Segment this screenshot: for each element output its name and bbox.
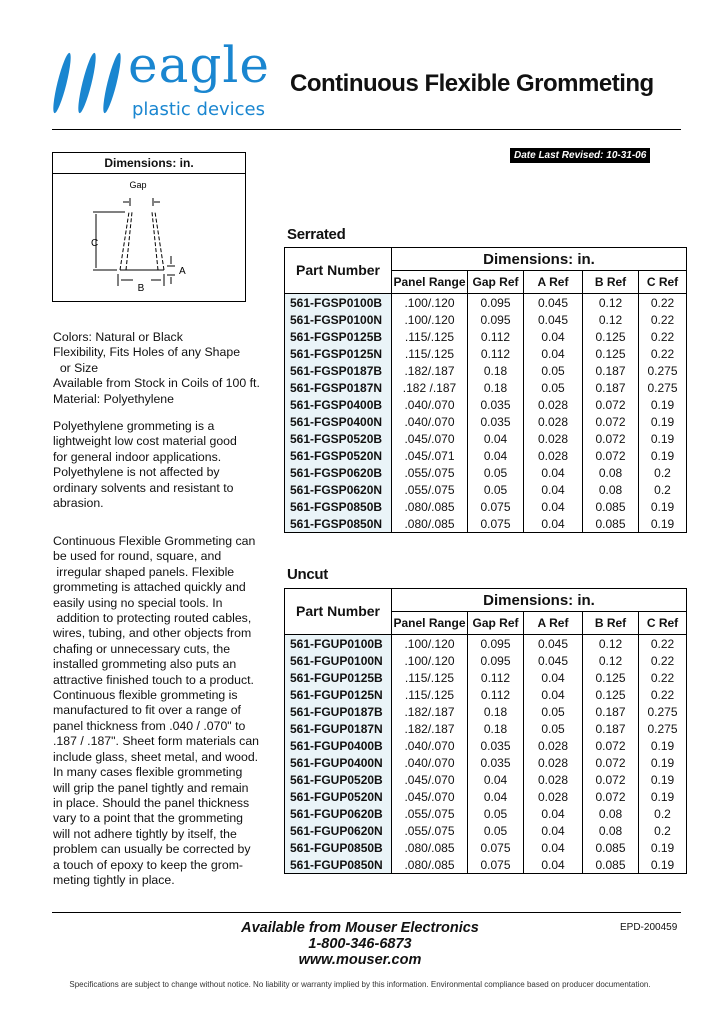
- part-number-cell: 561-FGSP0125B: [285, 328, 392, 345]
- dimension-cell: .055/.075: [392, 805, 468, 822]
- logo-slashes-icon: [48, 50, 128, 120]
- dimension-cell: 0.275: [639, 379, 687, 396]
- dimension-cell: 0.112: [468, 669, 524, 686]
- text-line: installed grommeting also puts an: [53, 657, 237, 672]
- dimension-cell: 0.18: [468, 379, 524, 396]
- part-number-cell: 561-FGUP0187B: [285, 703, 392, 720]
- dimension-cell: 0.05: [524, 379, 583, 396]
- dimension-cell: 0.085: [583, 498, 639, 515]
- part-number-cell: 561-FGSP0400N: [285, 413, 392, 430]
- text-line: Colors: Natural or Black: [53, 330, 183, 344]
- table-row: [285, 686, 687, 703]
- part-number-cell: 561-FGSP0400B: [285, 396, 392, 413]
- dimension-cell: .100/.120: [392, 294, 468, 312]
- part-number-cell: 561-FGUP0400N: [285, 754, 392, 771]
- part-number-cell: 561-FGUP0850N: [285, 856, 392, 874]
- part-number-cell: 561-FGSP0850B: [285, 498, 392, 515]
- dimension-cell: .115/.125: [392, 345, 468, 362]
- dimension-cell: 0.22: [639, 345, 687, 362]
- page-title: Continuous Flexible Grommeting: [290, 70, 654, 97]
- text-line: for general indoor applications.: [53, 449, 222, 464]
- dimension-cell: 0.04: [468, 788, 524, 805]
- text-line: problem can usually be corrected by: [53, 842, 251, 857]
- table-row: [285, 396, 687, 413]
- dimension-cell: .115/.125: [392, 669, 468, 686]
- dimension-cell: 0.035: [468, 737, 524, 754]
- dimension-cell: 0.04: [524, 822, 583, 839]
- dimension-cell: 0.085: [583, 515, 639, 533]
- dimension-cell: 0.22: [639, 669, 687, 686]
- dimension-cell: 0.085: [583, 839, 639, 856]
- table-row: [285, 481, 687, 498]
- table-row: [285, 430, 687, 447]
- dimension-cell: 0.19: [639, 498, 687, 515]
- dimension-cell: 0.072: [583, 447, 639, 464]
- dimension-cell: 0.187: [583, 703, 639, 720]
- dimension-cell: 0.12: [583, 311, 639, 328]
- table-row: [285, 413, 687, 430]
- text-line: panel thickness from .040 / .070" to: [53, 718, 246, 733]
- text-line: Polyethylene grommeting is a: [53, 419, 215, 433]
- dimension-cell: .080/.085: [392, 856, 468, 874]
- dimension-cell: .040/.070: [392, 737, 468, 754]
- dimension-cell: 0.04: [468, 771, 524, 788]
- logo-wordmark: eagle: [128, 36, 270, 94]
- dimension-cell: .080/.085: [392, 839, 468, 856]
- dimension-cell: 0.12: [583, 635, 639, 653]
- dimension-cell: 0.19: [639, 856, 687, 874]
- part-number-header: Part Number: [285, 248, 392, 294]
- dimension-cell: 0.18: [468, 362, 524, 379]
- dimension-cell: .055/.075: [392, 481, 468, 498]
- dimension-cell: 0.275: [639, 362, 687, 379]
- column-header: Panel Range: [392, 612, 468, 635]
- column-header: B Ref: [583, 612, 639, 635]
- text-line: will not adhere tightly by itself, the: [53, 826, 237, 841]
- dimension-cell: 0.075: [468, 515, 524, 533]
- dimension-cell: 0.045: [524, 294, 583, 312]
- part-number-cell: 561-FGUP0100N: [285, 652, 392, 669]
- logo-subtitle: plastic devices: [132, 99, 266, 120]
- dimension-cell: 0.18: [468, 703, 524, 720]
- dimension-cell: 0.22: [639, 311, 687, 328]
- table-row: [285, 635, 687, 653]
- text-line: addition to protecting routed cables,: [53, 611, 252, 626]
- table-row: [285, 379, 687, 396]
- dimension-cell: 0.04: [524, 515, 583, 533]
- dimension-cell: 0.075: [468, 839, 524, 856]
- text-line: .187 / .187". Sheet form materials can: [53, 734, 260, 749]
- dimension-cell: 0.22: [639, 652, 687, 669]
- dimension-cell: 0.075: [468, 856, 524, 874]
- dimension-cell: .055/.075: [392, 822, 468, 839]
- dimension-cell: 0.035: [468, 396, 524, 413]
- dimension-cell: 0.05: [524, 703, 583, 720]
- table-row: [285, 328, 687, 345]
- serrated-table: [284, 247, 687, 533]
- table-row: [285, 771, 687, 788]
- text-line: wires, tubing, and other objects from: [53, 626, 252, 641]
- table-row: [285, 362, 687, 379]
- dimension-cell: .045/.071: [392, 447, 468, 464]
- dimension-cell: 0.112: [468, 686, 524, 703]
- part-number-cell: 561-FGSP0100N: [285, 311, 392, 328]
- dimension-cell: 0.2: [639, 464, 687, 481]
- dimension-cell: 0.2: [639, 822, 687, 839]
- column-header: A Ref: [524, 271, 583, 294]
- dimension-cell: 0.19: [639, 515, 687, 533]
- dimension-cell: 0.072: [583, 396, 639, 413]
- dimension-cell: .055/.075: [392, 464, 468, 481]
- dimension-cell: 0.04: [524, 686, 583, 703]
- c-label: C: [91, 238, 99, 249]
- date-revised-badge: Date Last Revised: 10-31-06: [510, 148, 650, 163]
- dimension-cell: .115/.125: [392, 328, 468, 345]
- part-number-cell: 561-FGUP0520B: [285, 771, 392, 788]
- dimension-cell: 0.028: [524, 754, 583, 771]
- b-label: B: [137, 283, 145, 294]
- dimension-diagram: [52, 152, 246, 302]
- text-line: Polyethylene is not affected by: [53, 465, 220, 480]
- dimension-cell: .040/.070: [392, 413, 468, 430]
- dimension-cell: .182/.187: [392, 703, 468, 720]
- dimension-cell: 0.072: [583, 754, 639, 771]
- serrated-heading: Serrated: [287, 226, 346, 243]
- text-line: Continuous flexible grommeting is: [53, 688, 238, 703]
- divider: [52, 129, 681, 130]
- text-line: a touch of epoxy to keep the grom-: [53, 857, 244, 872]
- dimension-cell: .100/.120: [392, 311, 468, 328]
- text-line: be used for round, square, and: [53, 549, 222, 564]
- dimension-cell: 0.028: [524, 447, 583, 464]
- dimension-cell: 0.112: [468, 328, 524, 345]
- dimension-cell: 0.05: [468, 481, 524, 498]
- part-number-cell: 561-FGUP0620B: [285, 805, 392, 822]
- text-line: abrasion.: [53, 496, 104, 511]
- dimension-cell: 0.028: [524, 396, 583, 413]
- dimension-cell: 0.028: [524, 413, 583, 430]
- text-line: grommeting is attached quickly and: [53, 580, 246, 595]
- grommet-profile-diagram: [53, 174, 245, 300]
- text-line: chafing or unnecessary cuts, the: [53, 641, 231, 656]
- description-paragraph: [53, 534, 268, 888]
- table-row: [285, 294, 687, 312]
- dimension-cell: 0.275: [639, 720, 687, 737]
- column-header: A Ref: [524, 612, 583, 635]
- column-header: C Ref: [639, 271, 687, 294]
- dimension-cell: .040/.070: [392, 754, 468, 771]
- dimension-cell: 0.05: [468, 822, 524, 839]
- dimension-cell: 0.18: [468, 720, 524, 737]
- dimension-cell: 0.19: [639, 788, 687, 805]
- dimension-cell: 0.072: [583, 430, 639, 447]
- dimensions-header: Dimensions: in.: [392, 589, 687, 612]
- dimension-cell: 0.08: [583, 822, 639, 839]
- part-number-cell: 561-FGSP0620N: [285, 481, 392, 498]
- dimension-cell: .100/.120: [392, 652, 468, 669]
- dimension-cell: 0.12: [583, 294, 639, 312]
- text-line: include glass, sheet metal, and wood.: [53, 749, 259, 764]
- dimension-cell: 0.04: [524, 481, 583, 498]
- dimension-cell: 0.095: [468, 652, 524, 669]
- part-number-cell: 561-FGUP0125B: [285, 669, 392, 686]
- text-line: easily using no special tools. In: [53, 595, 223, 610]
- diagram-title: Dimensions: in.: [53, 153, 245, 174]
- table-row: [285, 464, 687, 481]
- dimension-cell: .182/.187: [392, 720, 468, 737]
- footer-website[interactable]: www.mouser.com: [298, 952, 422, 968]
- column-header: Panel Range: [392, 271, 468, 294]
- dimension-cell: 0.19: [639, 737, 687, 754]
- dimension-cell: 0.19: [639, 771, 687, 788]
- dimension-cell: 0.04: [524, 345, 583, 362]
- dimension-cell: .115/.125: [392, 686, 468, 703]
- dimension-cell: 0.045: [524, 652, 583, 669]
- dimension-cell: 0.095: [468, 311, 524, 328]
- table-row: [285, 839, 687, 856]
- dimension-cell: 0.125: [583, 328, 639, 345]
- dimension-cell: 0.072: [583, 413, 639, 430]
- text-line: In many cases flexible grommeting: [53, 765, 243, 780]
- part-number-cell: 561-FGSP0125N: [285, 345, 392, 362]
- text-line: will grip the panel tightly and remain: [53, 780, 249, 795]
- dimension-cell: 0.075: [468, 498, 524, 515]
- table-row: [285, 515, 687, 533]
- dimension-cell: 0.05: [468, 805, 524, 822]
- dimension-cell: 0.095: [468, 294, 524, 312]
- dimension-cell: 0.045: [524, 635, 583, 653]
- text-line: manufactured to fit over a range of: [53, 703, 241, 718]
- dimension-cell: 0.04: [524, 669, 583, 686]
- table-row: [285, 754, 687, 771]
- part-number-cell: 561-FGUP0620N: [285, 822, 392, 839]
- table-row: [285, 788, 687, 805]
- dimension-cell: 0.028: [524, 737, 583, 754]
- table-row: [285, 856, 687, 874]
- uncut-table: [284, 588, 687, 874]
- text-line: Material: Polyethylene: [53, 391, 174, 406]
- part-number-header: Part Number: [285, 589, 392, 635]
- part-number-cell: 561-FGSP0850N: [285, 515, 392, 533]
- dimension-cell: 0.035: [468, 413, 524, 430]
- text-line: meting tightly in place.: [53, 872, 175, 887]
- footer-availability: Available from Mouser Electronics: [241, 920, 479, 936]
- dimension-cell: .045/.070: [392, 771, 468, 788]
- part-number-cell: 561-FGUP0400B: [285, 737, 392, 754]
- dimension-cell: 0.072: [583, 771, 639, 788]
- dimension-cell: 0.04: [524, 839, 583, 856]
- text-line: Available from Stock in Coils of 100 ft.: [53, 376, 260, 391]
- text-line: vary to a point that the grommeting: [53, 811, 244, 826]
- dimension-cell: 0.072: [583, 788, 639, 805]
- dimensions-header: Dimensions: in.: [392, 248, 687, 271]
- dimension-cell: 0.22: [639, 686, 687, 703]
- table-row: [285, 498, 687, 515]
- dimension-cell: 0.04: [468, 430, 524, 447]
- text-line: ordinary solvents and resistant to: [53, 480, 234, 495]
- divider: [52, 912, 681, 913]
- dimension-cell: 0.19: [639, 413, 687, 430]
- text-line: or Size: [53, 360, 99, 375]
- text-line: irregular shaped panels. Flexible: [53, 564, 235, 579]
- dimension-cell: 0.085: [583, 856, 639, 874]
- dimension-cell: 0.187: [583, 379, 639, 396]
- dimension-cell: 0.04: [524, 328, 583, 345]
- dimension-cell: 0.19: [639, 430, 687, 447]
- dimension-cell: .080/.085: [392, 515, 468, 533]
- column-header: Gap Ref: [468, 612, 524, 635]
- dimension-cell: 0.2: [639, 805, 687, 822]
- table-row: [285, 805, 687, 822]
- part-number-cell: 561-FGSP0520B: [285, 430, 392, 447]
- dimension-cell: 0.19: [639, 754, 687, 771]
- part-number-cell: 561-FGUP0520N: [285, 788, 392, 805]
- dimension-cell: 0.125: [583, 686, 639, 703]
- part-number-cell: 561-FGSP0187B: [285, 362, 392, 379]
- dimension-cell: 0.035: [468, 754, 524, 771]
- dimension-cell: 0.19: [639, 396, 687, 413]
- dimension-cell: 0.19: [639, 839, 687, 856]
- table-row: [285, 822, 687, 839]
- dimension-cell: 0.12: [583, 652, 639, 669]
- dimension-cell: .045/.070: [392, 788, 468, 805]
- dimension-cell: 0.028: [524, 771, 583, 788]
- dimension-cell: 0.125: [583, 345, 639, 362]
- part-number-cell: 561-FGUP0187N: [285, 720, 392, 737]
- part-number-cell: 561-FGUP0125N: [285, 686, 392, 703]
- dimension-cell: 0.04: [468, 447, 524, 464]
- uncut-heading: Uncut: [287, 566, 328, 583]
- dimension-cell: 0.04: [524, 464, 583, 481]
- column-header: C Ref: [639, 612, 687, 635]
- text-line: lightweight low cost material good: [53, 434, 237, 449]
- dimension-cell: 0.112: [468, 345, 524, 362]
- dimension-cell: 0.04: [524, 498, 583, 515]
- dimension-cell: 0.04: [524, 805, 583, 822]
- dimension-cell: 0.275: [639, 703, 687, 720]
- dimension-cell: 0.028: [524, 788, 583, 805]
- document-code: EPD-200459: [620, 922, 678, 933]
- table-row: [285, 652, 687, 669]
- dimension-cell: 0.08: [583, 464, 639, 481]
- dimension-cell: 0.045: [524, 311, 583, 328]
- column-header: B Ref: [583, 271, 639, 294]
- dimension-cell: .182 /.187: [392, 379, 468, 396]
- table-header-row: [285, 589, 687, 612]
- part-number-cell: 561-FGSP0520N: [285, 447, 392, 464]
- dimension-cell: 0.028: [524, 430, 583, 447]
- part-number-cell: 561-FGUP0850B: [285, 839, 392, 856]
- text-line: Flexibility, Fits Holes of any Shape: [53, 345, 241, 360]
- part-number-cell: 561-FGSP0620B: [285, 464, 392, 481]
- colors-paragraph: [53, 330, 268, 407]
- dimension-cell: 0.08: [583, 481, 639, 498]
- table-row: [285, 720, 687, 737]
- part-number-cell: 561-FGSP0187N: [285, 379, 392, 396]
- gap-label: Gap: [129, 180, 147, 190]
- dimension-cell: 0.05: [524, 362, 583, 379]
- dimension-cell: 0.22: [639, 635, 687, 653]
- table-row: [285, 669, 687, 686]
- text-line: in place. Should the panel thickness: [53, 795, 250, 810]
- dimension-cell: .100/.120: [392, 635, 468, 653]
- part-number-cell: 561-FGSP0100B: [285, 294, 392, 312]
- dimension-cell: 0.05: [468, 464, 524, 481]
- footer-contact: [0, 920, 720, 968]
- table-row: [285, 737, 687, 754]
- text-line: attractive finished touch to a product.: [53, 672, 254, 687]
- dimension-cell: 0.22: [639, 328, 687, 345]
- dimension-cell: .045/.070: [392, 430, 468, 447]
- dimension-cell: .040/.070: [392, 396, 468, 413]
- dimension-cell: 0.2: [639, 481, 687, 498]
- disclaimer: Specifications are subject to change without notice. No liability or warranty implied by this information. Environmental compliance based on producer documentation.: [69, 980, 651, 989]
- dimension-cell: 0.187: [583, 720, 639, 737]
- polyethylene-paragraph: [53, 419, 268, 511]
- table-row: [285, 345, 687, 362]
- text-line: Continuous Flexible Grommeting can: [53, 534, 256, 548]
- dimension-cell: 0.05: [524, 720, 583, 737]
- dimension-cell: .080/.085: [392, 498, 468, 515]
- dimension-cell: 0.125: [583, 669, 639, 686]
- table-row: [285, 703, 687, 720]
- dimension-cell: 0.072: [583, 737, 639, 754]
- part-number-cell: 561-FGUP0100B: [285, 635, 392, 653]
- dimension-cell: 0.187: [583, 362, 639, 379]
- dimension-cell: 0.19: [639, 447, 687, 464]
- a-label: A: [179, 266, 186, 277]
- dimension-cell: 0.095: [468, 635, 524, 653]
- dimension-cell: .182/.187: [392, 362, 468, 379]
- dimension-cell: 0.08: [583, 805, 639, 822]
- footer-phone: 1-800-346-6873: [308, 936, 412, 952]
- dimension-cell: 0.22: [639, 294, 687, 312]
- column-header: Gap Ref: [468, 271, 524, 294]
- dimension-cell: 0.04: [524, 856, 583, 874]
- table-row: [285, 311, 687, 328]
- table-row: [285, 447, 687, 464]
- table-header-row: [285, 248, 687, 271]
